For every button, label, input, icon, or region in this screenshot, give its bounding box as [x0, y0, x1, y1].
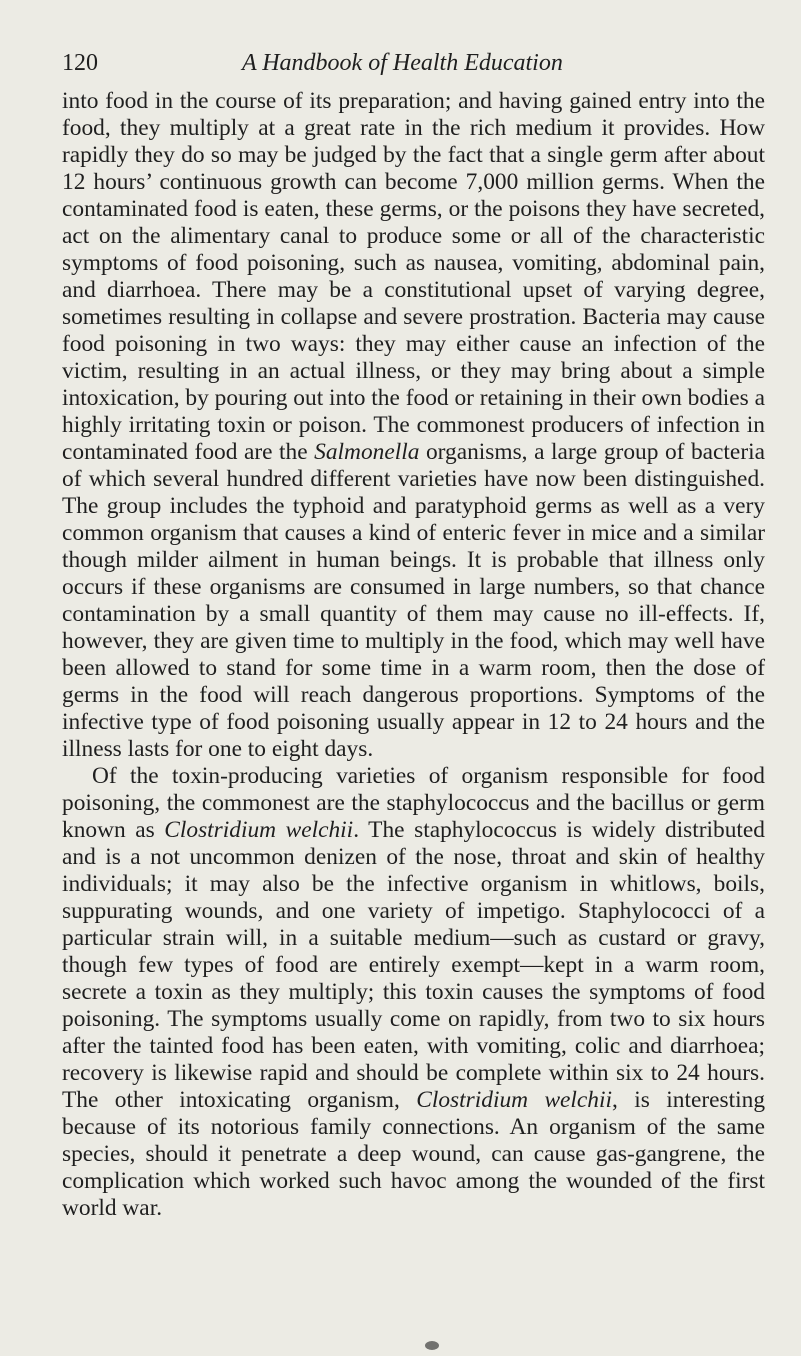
paragraph-1 — [62, 88, 765, 763]
paragraph-2-text: Of the toxin-producing varieties of organism responsible for food poisoning, the commonest are the staphylococcus and the bacillus or germ known as — [62, 763, 765, 843]
ink-smudge — [425, 1341, 439, 1350]
body-text — [62, 88, 765, 1222]
clostridium-term: Clostridium welchii — [164, 817, 354, 843]
book-title: A Handbook of Health Education — [242, 50, 563, 76]
paragraph-1-text-cont: organisms, a large group of bacteria of which several hundred different varieties have now been distinguished. The group includes the typhoid and paratyphoid germs as well as a very common organism that causes a kind of enteric fever in mice and a similar though milder ailment in human beings. It is probable that illness only occurs if these organisms are consumed in large numbers, so that chance contamination by a small quantity of them may cause no ill-effects. If, however, they are given time to multiply in the food, which may well have been allowed to stand for some time in a warm room, then the dose of germs in the food will reach dangerous proportions. Symptoms of the infective type of food poisoning usually appear in 12 to 24 hours and the illness lasts for one to eight days. — [62, 439, 765, 762]
salmonella-term: Salmonella — [314, 439, 420, 465]
paragraph-1-text: into food in the course of its preparation; and having gained entry into the food, they multiply at a great rate in the rich medium it provides. How rapidly they do so may be judged by the fact that a single germ after about 12 hours’ continuous growth can become 7,000 million germs. When the contaminated food is eaten, these germs, or the poisons they have secreted, act on the alimentary canal to produce some or all of the characteristic symptoms of food poisoning, such as nausea, vomiting, abdominal pain, and diarrhoea. There may be a constitutional upset of varying degree, sometimes resulting in collapse and severe prostration. Bacteria may cause food poisoning in two ways: they may either cause an infection of the victim, resulting in an actual illness, or they may bring about a simple intoxication, by pouring out into the food or retaining in their own bodies a highly irritating toxin or poison. The commonest producers of infection in contaminated food are the — [62, 88, 765, 465]
clostridium-term-second: Clostridium welchii — [416, 1087, 613, 1113]
paragraph-2-text-cont: . The staphylococcus is widely distributed and is a not uncommon denizen of the nose, throat and skin of healthy individuals; it may also be the infective organism in whitlows, boils, suppurating wounds, and one variety of impetigo. Staphylococci of a particular strain will, in a suitable medium—such as custard or gravy, though few types of food are entirely exempt—kept in a warm room, secrete a toxin as they multiply; this toxin causes the symptoms of food poisoning. The symptoms usually come on rapidly, from two to six hours after the tainted food has been eaten, with vomiting, colic and diarrhoea; recovery is likewise rapid and should be complete within six to 24 hours. The other intoxicating organism, — [62, 817, 765, 1113]
paragraph-2 — [62, 763, 765, 1222]
running-head — [62, 48, 765, 78]
paragraph-2-text-end: , is interesting because of its notorious family connections. An organism of the same species, should it penetrate a deep wound, can cause gas-gangrene, the complication which worked such havoc among the wounded of the first world war. — [62, 1087, 766, 1221]
page-number: 120 — [62, 50, 98, 76]
